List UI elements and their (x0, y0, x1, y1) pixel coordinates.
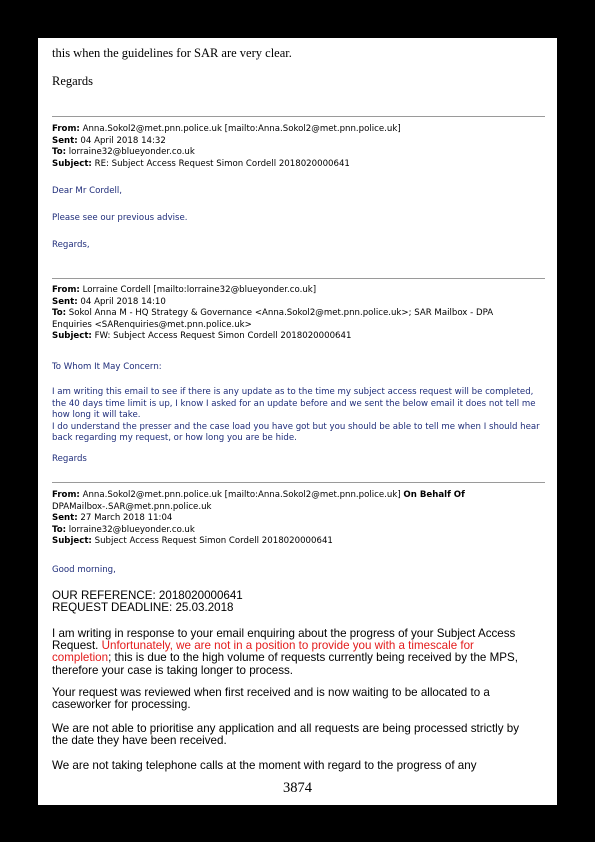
email1-to: To: lorraine32@blueyonder.co.uk (52, 147, 195, 157)
paragraph-line: completion; this is due to the high volume of requests currently being received by the MPS, (52, 651, 518, 665)
continuation-line: this when the guidelines for SAR are very clear. (52, 46, 292, 60)
paragraph-line: We are not taking telephone calls at the moment with regard to the progress of any (52, 759, 477, 772)
divider (52, 482, 545, 483)
paragraph-line: caseworker for processing. (52, 698, 191, 712)
email2-body-line: back regarding my request, or how long you are be hide. (52, 433, 297, 443)
email3-reference-block (52, 590, 243, 614)
request-deadline: REQUEST DEADLINE: 25.03.2018 (52, 601, 234, 615)
email3-paragraph-2 (52, 687, 490, 711)
email3-from: From: Anna.Sokol2@met.pnn.police.uk [mailto:Anna.Sokol2@met.pnn.police.uk] On Behalf Of (52, 490, 465, 500)
document-page (38, 38, 557, 805)
email2-body-line: the 40 days time limit is up, I know I asked for an update before and we sent the below email it does not tell me (52, 398, 536, 409)
email2-to: To: Sokol Anna M - HQ Strategy & Governance <Anna.Sokol2@met.pnn.police.uk>; SAR Mailbox - DPA (52, 308, 494, 318)
email1-header (52, 124, 401, 170)
email3-paragraph-4 (52, 760, 477, 772)
paragraph-line: the date they have been received. (52, 734, 227, 748)
email1-greeting: Dear Mr Cordell, (52, 186, 123, 196)
email1-from: From: Anna.Sokol2@met.pnn.police.uk [mailto:Anna.Sokol2@met.pnn.police.uk] (52, 124, 401, 134)
email1-sent: Sent: 04 April 2018 14:32 (52, 135, 166, 146)
email3-subject: Subject: Subject Access Request Simon Cordell 2018020000641 (52, 536, 333, 546)
email3-paragraph-1 (52, 628, 518, 677)
email1-body: Please see our previous advise. (52, 213, 188, 223)
regards-text: Regards (52, 74, 93, 88)
email2-sent: Sent: 04 April 2018 14:10 (52, 296, 166, 307)
email3-from-cont: DPAMailbox-.SAR@met.pnn.police.uk (52, 501, 212, 512)
paragraph-line: We are not able to prioritise any application and all requests are being processed strictly by (52, 722, 520, 735)
reference-number: OUR REFERENCE: 2018020000641 (52, 589, 243, 602)
email3-sent: Sent: 27 March 2018 11:04 (52, 513, 173, 523)
email2-body (52, 387, 540, 445)
email2-greeting: To Whom It May Concern: (52, 362, 162, 372)
page-number: 3874 (283, 780, 312, 796)
email3-to: To: lorraine32@blueyonder.co.uk (52, 524, 195, 535)
divider (52, 278, 545, 279)
email3-greeting: Good morning, (52, 565, 116, 575)
email2-body-line: I am writing this email to see if there is any update as to the time my subject access request will be completed, (52, 387, 534, 397)
email2-to-cont: Enquiries <SARenquiries@met.pnn.police.uk> (52, 319, 252, 330)
paragraph-line: Request. Unfortunately, we are not in a position to provide you with a timescale for (52, 639, 474, 653)
email2-body-line: how long it will take. (52, 410, 141, 420)
paragraph-line: therefore your case is taking longer to process. (52, 663, 294, 677)
email2-body-line: I do understand the presser and the case load you have got but you should be able to tell me when I should hear (52, 421, 540, 432)
email1-subject: Subject: RE: Subject Access Request Simon Cordell 2018020000641 (52, 158, 350, 169)
email2-closing: Regards (52, 454, 87, 464)
paragraph-line: I am writing in response to your email enquiring about the progress of your Subject Access (52, 627, 516, 640)
paragraph-line: Your request was reviewed when first received and is now waiting to be allocated to a (52, 686, 490, 699)
email2-header (52, 285, 493, 343)
email3-paragraph-3 (52, 723, 519, 747)
email2-subject: Subject: FW: Subject Access Request Simon Cordell 2018020000641 (52, 331, 352, 341)
divider (52, 116, 545, 117)
email2-from: From: Lorraine Cordell [mailto:lorraine32@blueyonder.co.uk] (52, 285, 317, 295)
email3-header (52, 490, 465, 548)
email1-closing: Regards, (52, 240, 90, 250)
